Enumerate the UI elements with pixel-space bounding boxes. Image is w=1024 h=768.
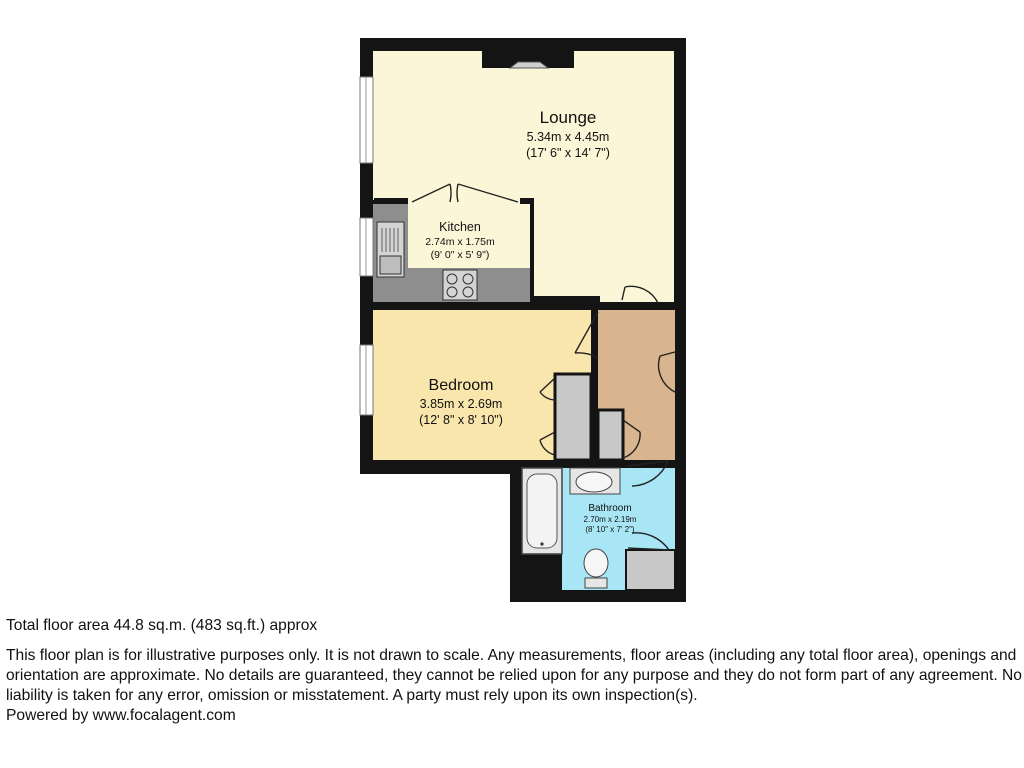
wardrobe (555, 374, 591, 460)
kitchen-name: Kitchen (439, 220, 481, 234)
bathroom-metric: 2.70m x 2.19m (583, 515, 637, 524)
footer (6, 616, 1022, 726)
bathroom-name: Bathroom (588, 503, 632, 514)
lounge-imperial: (17' 6" x 14' 7") (526, 146, 610, 160)
hall-cupboard (598, 410, 623, 460)
powered-by: Powered by www.focalagent.com (6, 707, 236, 724)
lounge-name: Lounge (539, 108, 597, 127)
lounge-metric: 5.34m x 4.45m (526, 130, 610, 144)
bedroom-name: Bedroom (428, 377, 494, 394)
kitchen-metric: 2.74m x 1.75m (425, 236, 495, 248)
toilet-icon (585, 578, 607, 588)
kitchen-imperial: (9' 0" x 5' 9") (430, 249, 490, 261)
bathroom-cupboard (626, 550, 675, 590)
bedroom-imperial: (12' 8" x 8' 10") (419, 413, 503, 427)
disclaimer-text: This floor plan is for illustrative purposes only. It is not drawn to scale. Any measurements, floor areas (including any total floor area), openings and orientation are approximate. No details are guaranteed, they cannot be relied upon for any purpose and they do not form part of any agreement. No liability is taken for any error, omission or misstatement. A party must rely upon its own inspection(s). (6, 647, 1022, 704)
total-floor-area: Total floor area 44.8 sq.m. (483 sq.ft.) approx (6, 617, 318, 634)
bedroom-metric: 3.85m x 2.69m (419, 397, 503, 411)
bathroom-imperial: (8' 10" x 7' 2") (585, 525, 635, 534)
